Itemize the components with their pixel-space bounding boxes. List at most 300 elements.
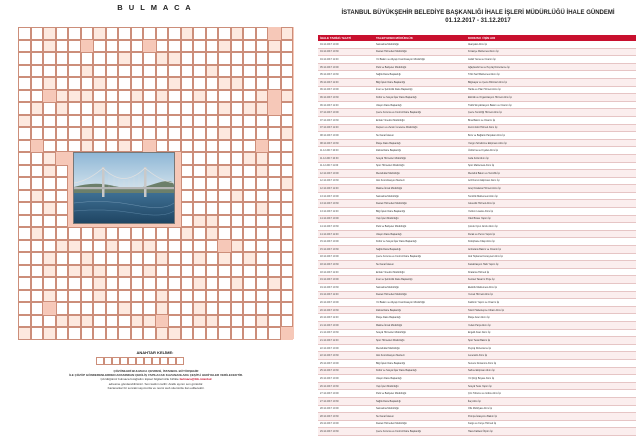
letter-cell[interactable] xyxy=(68,127,81,140)
letter-cell[interactable] xyxy=(106,252,119,265)
letter-cell[interactable] xyxy=(106,52,119,65)
letter-cell[interactable] xyxy=(81,290,94,303)
letter-cell[interactable] xyxy=(68,52,81,65)
letter-cell[interactable] xyxy=(168,115,181,128)
letter-cell[interactable] xyxy=(156,265,169,278)
letter-cell[interactable] xyxy=(218,215,231,228)
letter-cell[interactable] xyxy=(268,265,281,278)
letter-cell[interactable] xyxy=(131,102,144,115)
letter-cell[interactable] xyxy=(56,140,69,153)
letter-cell[interactable] xyxy=(31,52,44,65)
letter-cell[interactable] xyxy=(181,65,194,78)
letter-cell[interactable] xyxy=(181,127,194,140)
letter-cell[interactable] xyxy=(106,40,119,53)
letter-cell[interactable] xyxy=(118,240,131,253)
letter-cell[interactable] xyxy=(118,65,131,78)
letter-cell[interactable] xyxy=(118,77,131,90)
letter-cell[interactable] xyxy=(218,277,231,290)
letter-cell[interactable] xyxy=(256,240,269,253)
letter-cell[interactable] xyxy=(56,27,69,40)
letter-cell[interactable] xyxy=(181,215,194,228)
letter-cell[interactable] xyxy=(281,315,294,328)
letter-cell[interactable] xyxy=(43,127,56,140)
letter-cell[interactable] xyxy=(93,52,106,65)
letter-cell[interactable] xyxy=(18,127,31,140)
letter-cell[interactable] xyxy=(218,152,231,165)
letter-cell[interactable] xyxy=(81,302,94,315)
letter-cell[interactable] xyxy=(281,65,294,78)
answer-cell[interactable] xyxy=(160,357,168,365)
letter-cell[interactable] xyxy=(106,127,119,140)
letter-cell[interactable] xyxy=(268,52,281,65)
letter-cell[interactable] xyxy=(68,140,81,153)
letter-cell[interactable] xyxy=(143,115,156,128)
letter-cell[interactable] xyxy=(43,140,56,153)
letter-cell[interactable] xyxy=(56,290,69,303)
letter-cell[interactable] xyxy=(218,190,231,203)
letter-cell[interactable] xyxy=(143,52,156,65)
letter-cell[interactable] xyxy=(118,27,131,40)
letter-cell[interactable] xyxy=(206,77,219,90)
letter-cell[interactable] xyxy=(193,240,206,253)
letter-cell[interactable] xyxy=(118,102,131,115)
letter-cell[interactable] xyxy=(168,102,181,115)
letter-cell[interactable] xyxy=(18,140,31,153)
letter-cell[interactable] xyxy=(268,65,281,78)
letter-cell[interactable] xyxy=(231,115,244,128)
letter-cell[interactable] xyxy=(193,40,206,53)
letter-cell[interactable] xyxy=(168,227,181,240)
letter-cell[interactable] xyxy=(256,27,269,40)
letter-cell[interactable] xyxy=(256,227,269,240)
letter-cell[interactable] xyxy=(81,227,94,240)
letter-cell[interactable] xyxy=(31,290,44,303)
letter-cell[interactable] xyxy=(243,90,256,103)
letter-cell[interactable] xyxy=(243,202,256,215)
letter-cell[interactable] xyxy=(18,302,31,315)
letter-cell[interactable] xyxy=(31,40,44,53)
letter-cell[interactable] xyxy=(131,52,144,65)
letter-cell[interactable] xyxy=(256,127,269,140)
letter-cell[interactable] xyxy=(118,40,131,53)
letter-cell[interactable] xyxy=(206,52,219,65)
letter-cell[interactable] xyxy=(43,277,56,290)
letter-cell[interactable] xyxy=(118,90,131,103)
letter-cell[interactable] xyxy=(218,90,231,103)
letter-cell[interactable] xyxy=(143,252,156,265)
letter-cell[interactable] xyxy=(56,165,69,178)
letter-cell[interactable] xyxy=(56,65,69,78)
letter-cell[interactable] xyxy=(268,215,281,228)
letter-cell[interactable] xyxy=(43,227,56,240)
letter-cell[interactable] xyxy=(243,215,256,228)
letter-cell[interactable] xyxy=(68,227,81,240)
letter-cell[interactable] xyxy=(31,327,44,340)
letter-cell[interactable] xyxy=(281,165,294,178)
letter-cell[interactable] xyxy=(181,202,194,215)
letter-cell[interactable] xyxy=(18,215,31,228)
letter-cell[interactable] xyxy=(143,102,156,115)
letter-cell[interactable] xyxy=(193,102,206,115)
letter-cell[interactable] xyxy=(181,152,194,165)
letter-cell[interactable] xyxy=(218,315,231,328)
letter-cell[interactable] xyxy=(268,227,281,240)
letter-cell[interactable] xyxy=(243,302,256,315)
letter-cell[interactable] xyxy=(218,202,231,215)
letter-cell[interactable] xyxy=(268,302,281,315)
letter-cell[interactable] xyxy=(156,127,169,140)
letter-cell[interactable] xyxy=(93,127,106,140)
letter-cell[interactable] xyxy=(31,315,44,328)
letter-cell[interactable] xyxy=(156,277,169,290)
letter-cell[interactable] xyxy=(106,27,119,40)
letter-cell[interactable] xyxy=(118,252,131,265)
letter-cell[interactable] xyxy=(56,127,69,140)
letter-cell[interactable] xyxy=(106,140,119,153)
letter-cell[interactable] xyxy=(268,202,281,215)
letter-cell[interactable] xyxy=(168,252,181,265)
letter-cell[interactable] xyxy=(256,265,269,278)
letter-cell[interactable] xyxy=(218,65,231,78)
letter-cell[interactable] xyxy=(131,40,144,53)
letter-cell[interactable] xyxy=(231,65,244,78)
letter-cell[interactable] xyxy=(93,327,106,340)
letter-cell[interactable] xyxy=(118,290,131,303)
letter-cell[interactable] xyxy=(206,265,219,278)
letter-cell[interactable] xyxy=(168,140,181,153)
letter-cell[interactable] xyxy=(56,77,69,90)
letter-cell[interactable] xyxy=(243,77,256,90)
letter-cell[interactable] xyxy=(106,102,119,115)
letter-cell[interactable] xyxy=(156,102,169,115)
letter-cell[interactable] xyxy=(68,27,81,40)
letter-cell[interactable] xyxy=(193,165,206,178)
letter-cell[interactable] xyxy=(93,315,106,328)
letter-cell[interactable] xyxy=(106,115,119,128)
letter-cell[interactable] xyxy=(131,127,144,140)
letter-cell[interactable] xyxy=(243,115,256,128)
letter-cell[interactable] xyxy=(268,240,281,253)
letter-cell[interactable] xyxy=(18,77,31,90)
letter-cell[interactable] xyxy=(31,27,44,40)
letter-cell[interactable] xyxy=(156,65,169,78)
letter-cell[interactable] xyxy=(231,327,244,340)
letter-cell[interactable] xyxy=(218,140,231,153)
letter-cell[interactable] xyxy=(156,27,169,40)
answer-cell[interactable] xyxy=(144,357,152,365)
letter-cell[interactable] xyxy=(93,115,106,128)
letter-cell[interactable] xyxy=(18,252,31,265)
letter-cell[interactable] xyxy=(193,152,206,165)
letter-cell[interactable] xyxy=(131,65,144,78)
letter-cell[interactable] xyxy=(231,152,244,165)
letter-cell[interactable] xyxy=(256,302,269,315)
letter-cell[interactable] xyxy=(56,327,69,340)
letter-cell[interactable] xyxy=(31,152,44,165)
letter-cell[interactable] xyxy=(131,77,144,90)
letter-cell[interactable] xyxy=(118,277,131,290)
letter-cell[interactable] xyxy=(281,40,294,53)
letter-cell[interactable] xyxy=(106,227,119,240)
letter-cell[interactable] xyxy=(143,302,156,315)
letter-cell[interactable] xyxy=(218,227,231,240)
letter-cell[interactable] xyxy=(43,190,56,203)
letter-cell[interactable] xyxy=(43,115,56,128)
letter-cell[interactable] xyxy=(43,240,56,253)
letter-cell[interactable] xyxy=(181,165,194,178)
letter-cell[interactable] xyxy=(156,240,169,253)
letter-cell[interactable] xyxy=(231,215,244,228)
letter-cell[interactable] xyxy=(181,177,194,190)
letter-cell[interactable] xyxy=(231,127,244,140)
letter-cell[interactable] xyxy=(81,115,94,128)
letter-cell[interactable] xyxy=(31,265,44,278)
letter-cell[interactable] xyxy=(168,27,181,40)
letter-cell[interactable] xyxy=(56,302,69,315)
letter-cell[interactable] xyxy=(181,265,194,278)
letter-cell[interactable] xyxy=(118,127,131,140)
letter-cell[interactable] xyxy=(281,102,294,115)
letter-cell[interactable] xyxy=(31,65,44,78)
letter-cell[interactable] xyxy=(243,127,256,140)
letter-cell[interactable] xyxy=(218,52,231,65)
letter-cell[interactable] xyxy=(43,177,56,190)
letter-cell[interactable] xyxy=(243,277,256,290)
letter-cell[interactable] xyxy=(218,115,231,128)
letter-cell[interactable] xyxy=(143,127,156,140)
letter-cell[interactable] xyxy=(68,40,81,53)
letter-cell[interactable] xyxy=(243,140,256,153)
letter-cell[interactable] xyxy=(143,77,156,90)
letter-cell[interactable] xyxy=(131,227,144,240)
letter-cell[interactable] xyxy=(268,152,281,165)
letter-cell[interactable] xyxy=(243,52,256,65)
letter-cell[interactable] xyxy=(131,115,144,128)
letter-cell[interactable] xyxy=(168,90,181,103)
letter-cell[interactable] xyxy=(256,215,269,228)
letter-cell[interactable] xyxy=(81,27,94,40)
letter-cell[interactable] xyxy=(181,277,194,290)
letter-cell[interactable] xyxy=(256,77,269,90)
answer-cell[interactable] xyxy=(120,357,128,365)
letter-cell[interactable] xyxy=(143,277,156,290)
letter-cell[interactable] xyxy=(181,140,194,153)
letter-cell[interactable] xyxy=(56,215,69,228)
letter-cell[interactable] xyxy=(256,290,269,303)
letter-cell[interactable] xyxy=(106,265,119,278)
letter-cell[interactable] xyxy=(81,102,94,115)
letter-cell[interactable] xyxy=(81,77,94,90)
letter-cell[interactable] xyxy=(181,190,194,203)
letter-cell[interactable] xyxy=(243,265,256,278)
letter-cell[interactable] xyxy=(93,252,106,265)
letter-cell[interactable] xyxy=(168,127,181,140)
letter-cell[interactable] xyxy=(168,290,181,303)
letter-cell[interactable] xyxy=(231,52,244,65)
letter-cell[interactable] xyxy=(281,302,294,315)
letter-cell[interactable] xyxy=(143,90,156,103)
letter-cell[interactable] xyxy=(206,327,219,340)
letter-cell[interactable] xyxy=(256,115,269,128)
letter-cell[interactable] xyxy=(56,40,69,53)
letter-cell[interactable] xyxy=(256,190,269,203)
letter-cell[interactable] xyxy=(181,102,194,115)
letter-cell[interactable] xyxy=(18,265,31,278)
letter-cell[interactable] xyxy=(206,290,219,303)
letter-cell[interactable] xyxy=(243,40,256,53)
letter-cell[interactable] xyxy=(43,315,56,328)
letter-cell[interactable] xyxy=(106,65,119,78)
letter-cell[interactable] xyxy=(181,240,194,253)
letter-cell[interactable] xyxy=(43,52,56,65)
letter-cell[interactable] xyxy=(231,102,244,115)
letter-cell[interactable] xyxy=(56,252,69,265)
letter-cell[interactable] xyxy=(56,227,69,240)
letter-cell[interactable] xyxy=(281,265,294,278)
letter-cell[interactable] xyxy=(231,315,244,328)
letter-cell[interactable] xyxy=(143,65,156,78)
letter-cell[interactable] xyxy=(118,227,131,240)
letter-cell[interactable] xyxy=(231,90,244,103)
letter-cell[interactable] xyxy=(256,327,269,340)
letter-cell[interactable] xyxy=(106,327,119,340)
letter-cell[interactable] xyxy=(143,327,156,340)
letter-cell[interactable] xyxy=(118,315,131,328)
letter-cell[interactable] xyxy=(256,252,269,265)
letter-cell[interactable] xyxy=(268,77,281,90)
answer-cell[interactable] xyxy=(128,357,136,365)
letter-cell[interactable] xyxy=(156,77,169,90)
answer-cell[interactable] xyxy=(136,357,144,365)
letter-cell[interactable] xyxy=(31,115,44,128)
letter-cell[interactable] xyxy=(31,77,44,90)
letter-cell[interactable] xyxy=(131,290,144,303)
letter-cell[interactable] xyxy=(156,115,169,128)
letter-cell[interactable] xyxy=(31,177,44,190)
letter-cell[interactable] xyxy=(256,277,269,290)
letter-cell[interactable] xyxy=(56,52,69,65)
letter-cell[interactable] xyxy=(206,277,219,290)
letter-cell[interactable] xyxy=(218,265,231,278)
letter-cell[interactable] xyxy=(106,90,119,103)
letter-cell[interactable] xyxy=(206,190,219,203)
letter-cell[interactable] xyxy=(56,265,69,278)
letter-cell[interactable] xyxy=(256,65,269,78)
letter-cell[interactable] xyxy=(206,90,219,103)
letter-cell[interactable] xyxy=(18,152,31,165)
letter-cell[interactable] xyxy=(168,302,181,315)
letter-cell[interactable] xyxy=(93,240,106,253)
letter-cell[interactable] xyxy=(231,40,244,53)
letter-cell[interactable] xyxy=(68,290,81,303)
letter-cell[interactable] xyxy=(193,52,206,65)
answer-cell[interactable] xyxy=(152,357,160,365)
letter-cell[interactable] xyxy=(18,240,31,253)
letter-cell[interactable] xyxy=(56,115,69,128)
letter-cell[interactable] xyxy=(131,277,144,290)
letter-cell[interactable] xyxy=(256,177,269,190)
letter-cell[interactable] xyxy=(18,40,31,53)
letter-cell[interactable] xyxy=(231,227,244,240)
notes-email[interactable]: bulmaca@ibb.istanbul xyxy=(179,377,212,382)
letter-cell[interactable] xyxy=(193,202,206,215)
letter-cell[interactable] xyxy=(168,315,181,328)
answer-cell[interactable] xyxy=(168,357,176,365)
letter-cell[interactable] xyxy=(81,240,94,253)
letter-cell[interactable] xyxy=(156,140,169,153)
letter-cell[interactable] xyxy=(268,252,281,265)
letter-cell[interactable] xyxy=(281,140,294,153)
letter-cell[interactable] xyxy=(68,252,81,265)
letter-cell[interactable] xyxy=(131,302,144,315)
letter-cell[interactable] xyxy=(143,290,156,303)
letter-cell[interactable] xyxy=(18,290,31,303)
letter-cell[interactable] xyxy=(243,315,256,328)
letter-cell[interactable] xyxy=(193,290,206,303)
letter-cell[interactable] xyxy=(281,202,294,215)
letter-cell[interactable] xyxy=(193,77,206,90)
letter-cell[interactable] xyxy=(18,315,31,328)
letter-cell[interactable] xyxy=(231,140,244,153)
letter-cell[interactable] xyxy=(218,290,231,303)
letter-cell[interactable] xyxy=(131,265,144,278)
letter-cell[interactable] xyxy=(168,277,181,290)
answer-cell[interactable] xyxy=(96,357,104,365)
letter-cell[interactable] xyxy=(118,327,131,340)
letter-cell[interactable] xyxy=(206,115,219,128)
letter-cell[interactable] xyxy=(68,277,81,290)
letter-cell[interactable] xyxy=(18,277,31,290)
letter-cell[interactable] xyxy=(206,240,219,253)
letter-cell[interactable] xyxy=(31,302,44,315)
letter-cell[interactable] xyxy=(206,202,219,215)
letter-cell[interactable] xyxy=(218,27,231,40)
letter-cell[interactable] xyxy=(131,140,144,153)
letter-cell[interactable] xyxy=(206,102,219,115)
letter-cell[interactable] xyxy=(193,327,206,340)
letter-cell[interactable] xyxy=(181,252,194,265)
letter-cell[interactable] xyxy=(281,290,294,303)
letter-cell[interactable] xyxy=(106,302,119,315)
letter-cell[interactable] xyxy=(268,327,281,340)
letter-cell[interactable] xyxy=(268,290,281,303)
letter-cell[interactable] xyxy=(193,265,206,278)
letter-cell[interactable] xyxy=(268,315,281,328)
letter-cell[interactable] xyxy=(218,302,231,315)
letter-cell[interactable] xyxy=(193,65,206,78)
letter-cell[interactable] xyxy=(168,40,181,53)
letter-cell[interactable] xyxy=(231,290,244,303)
letter-cell[interactable] xyxy=(206,252,219,265)
answer-cell[interactable] xyxy=(176,357,184,365)
letter-cell[interactable] xyxy=(206,127,219,140)
letter-cell[interactable] xyxy=(143,27,156,40)
letter-cell[interactable] xyxy=(243,290,256,303)
letter-cell[interactable] xyxy=(193,177,206,190)
letter-cell[interactable] xyxy=(231,302,244,315)
letter-cell[interactable] xyxy=(68,65,81,78)
letter-cell[interactable] xyxy=(243,27,256,40)
letter-cell[interactable] xyxy=(181,52,194,65)
letter-cell[interactable] xyxy=(193,190,206,203)
letter-cell[interactable] xyxy=(31,215,44,228)
letter-cell[interactable] xyxy=(281,227,294,240)
letter-cell[interactable] xyxy=(268,165,281,178)
letter-cell[interactable] xyxy=(218,177,231,190)
letter-cell[interactable] xyxy=(181,315,194,328)
letter-cell[interactable] xyxy=(31,127,44,140)
letter-cell[interactable] xyxy=(18,202,31,215)
